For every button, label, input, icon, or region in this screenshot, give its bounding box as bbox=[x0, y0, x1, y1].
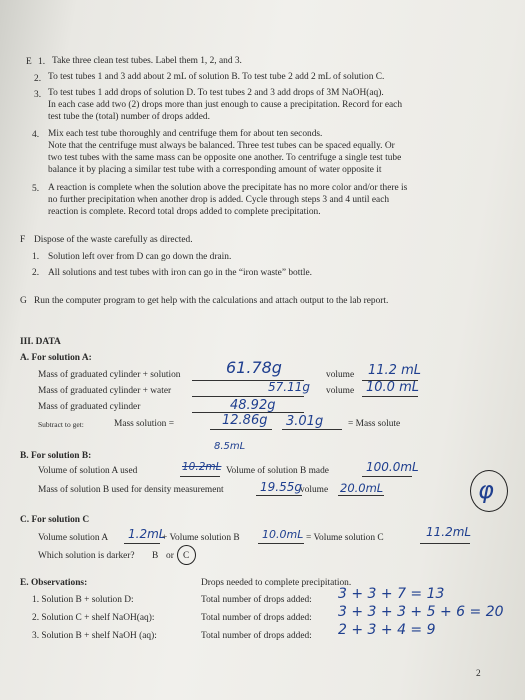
obs-1-total-label: Total number of drops added: bbox=[201, 595, 312, 605]
c-option-b: B bbox=[152, 551, 159, 561]
section-f-letter: F bbox=[20, 235, 26, 245]
e-item-4-line-4: balance it by placing a similar test tube with a corresponding amount of water opposite it bbox=[48, 165, 382, 175]
e-item-1-num: 1. bbox=[38, 57, 46, 67]
e-item-5-line-2: no further precipitation when another drop is added. Cycle through steps 3 and 4 until each bbox=[48, 195, 390, 205]
e-item-5-line-3: reaction is complete. Record total drops added to complete precipitation. bbox=[48, 207, 321, 217]
c-answer-circle bbox=[177, 545, 196, 565]
b-note: 8.5mL bbox=[214, 441, 246, 452]
mass-solute-value: 3.01g bbox=[286, 414, 324, 429]
section-c-title: C. For solution C bbox=[20, 515, 90, 525]
subtract-label: Subtract to get: bbox=[38, 420, 84, 429]
f-item-1-text: Solution left over from D can go down the drain. bbox=[48, 252, 232, 262]
a-row2-vol-value: 10.0 mL bbox=[366, 380, 419, 395]
a-row2-value: 57.11g bbox=[268, 380, 310, 394]
e-item-4-num: 4. bbox=[32, 130, 40, 140]
b-row2-label: Mass of solution B used for density measurement bbox=[38, 485, 224, 495]
a-row3-label: Mass of graduated cylinder bbox=[38, 402, 141, 412]
c-option-c: C bbox=[183, 551, 190, 561]
c-or: or bbox=[166, 551, 174, 561]
e-item-3-line-3: test tube the (total) number of drops added. bbox=[48, 112, 210, 122]
e-item-4-line-2: Note that the centrifuge must always be balanced. Three test tubes can be spaced equally. Or bbox=[48, 141, 395, 151]
f-item-2-text: All solutions and test tubes with iron can go in the “iron waste” bottle. bbox=[48, 268, 313, 278]
section-g-text: Run the computer program to get help with the calculations and attach output to the lab report. bbox=[34, 296, 389, 306]
section-b-title: B. For solution B: bbox=[20, 451, 92, 461]
obs-3-label: 3. Solution B + shelf NaOH (aq): bbox=[32, 631, 157, 641]
e-item-3-num: 3. bbox=[34, 90, 42, 100]
c-row-value1: 1.2mL bbox=[128, 527, 166, 541]
e-item-1-text: Take three clean test tubes. Label them 1, 2, and 3. bbox=[52, 56, 242, 66]
e-item-5-line-1: A reaction is complete when the solution above the precipitate has no more color and/or there is bbox=[48, 183, 408, 193]
obs-2-value: 3 + 3 + 3 + 5 + 6 = 20 bbox=[338, 604, 504, 620]
f-item-2-num: 2. bbox=[32, 268, 40, 278]
section-e-letter: E bbox=[26, 57, 32, 67]
b-row1-label2: Volume of solution B made bbox=[226, 466, 329, 476]
section-g-letter: G bbox=[20, 296, 27, 306]
e-item-4-line-3: two test tubes with the same mass can be opposite one another. To centrifuge a single test tube bbox=[48, 153, 402, 163]
drops-title: Drops needed to complete precipitation. bbox=[201, 578, 352, 588]
f-item-1-num: 1. bbox=[32, 252, 40, 262]
c-row-label1: Volume solution A bbox=[38, 533, 109, 543]
obs-1-label: 1. Solution B + solution D: bbox=[32, 595, 134, 605]
data-heading: III. DATA bbox=[20, 337, 61, 347]
b-row1-value2: 100.0mL bbox=[366, 460, 419, 474]
c-row-label2: + Volume solution B bbox=[162, 533, 240, 543]
a-row1-label: Mass of graduated cylinder + solution bbox=[38, 370, 181, 380]
section-f-title: Dispose of the waste carefully as directed. bbox=[34, 235, 193, 245]
e-item-4-line-1: Mix each test tube thoroughly and centrifuge them for about ten seconds. bbox=[48, 129, 323, 139]
mass-solution-value: 12.86g bbox=[222, 413, 268, 428]
margin-mark: φ bbox=[478, 476, 494, 504]
page-number: 2 bbox=[476, 669, 481, 679]
e-item-5-num: 5. bbox=[32, 184, 40, 194]
b-row2-value2: 20.0mL bbox=[340, 481, 384, 495]
obs-2-total-label: Total number of drops added: bbox=[201, 613, 312, 623]
obs-3-value: 2 + 3 + 4 = 9 bbox=[338, 622, 436, 638]
a-row2-vol-label: volume bbox=[326, 386, 355, 396]
b-row1-value: 10.2mL bbox=[182, 461, 222, 473]
c-row-value3: 11.2mL bbox=[426, 525, 472, 539]
e-item-3-line-1: To test tubes 1 add drops of solution D. To test tubes 2 and 3 add drops of 3M NaOH(aq). bbox=[48, 88, 384, 98]
b-row2-value: 19.55g bbox=[260, 480, 302, 494]
c-row-label3: = Volume solution C bbox=[306, 533, 384, 543]
c-row-value2: 10.0mL bbox=[262, 528, 304, 541]
c-question: Which solution is darker? bbox=[38, 551, 135, 561]
a-row2-label: Mass of graduated cylinder + water bbox=[38, 386, 172, 396]
e-item-2-text: To test tubes 1 and 3 add about 2 mL of solution B. To test tube 2 add 2 mL of solution C. bbox=[48, 72, 385, 82]
a-row1-vol-value: 11.2 mL bbox=[368, 363, 421, 378]
b-row1-label: Volume of solution A used bbox=[38, 466, 138, 476]
b-row2-label2: volume bbox=[300, 485, 329, 495]
obs-3-total-label: Total number of drops added: bbox=[201, 631, 312, 641]
a-row1-value: 61.78g bbox=[226, 358, 282, 377]
section-a-title: A. For solution A: bbox=[20, 353, 92, 363]
obs-1-value: 3 + 3 + 7 = 13 bbox=[338, 586, 445, 602]
e-item-3-line-2: In each case add two (2) drops more than just enough to cause a precipitation. Record for each bbox=[48, 100, 403, 110]
e-item-2-num: 2. bbox=[34, 74, 42, 84]
obs-2-label: 2. Solution C + shelf NaOH(aq): bbox=[32, 613, 155, 623]
a-row1-vol-label: volume bbox=[326, 370, 355, 380]
a-row3-value: 48.92g bbox=[230, 398, 276, 413]
mass-solution-label: Mass solution = bbox=[114, 419, 174, 429]
mass-solute-label: = Mass solute bbox=[348, 419, 401, 429]
observations-title: E. Observations: bbox=[20, 578, 88, 588]
